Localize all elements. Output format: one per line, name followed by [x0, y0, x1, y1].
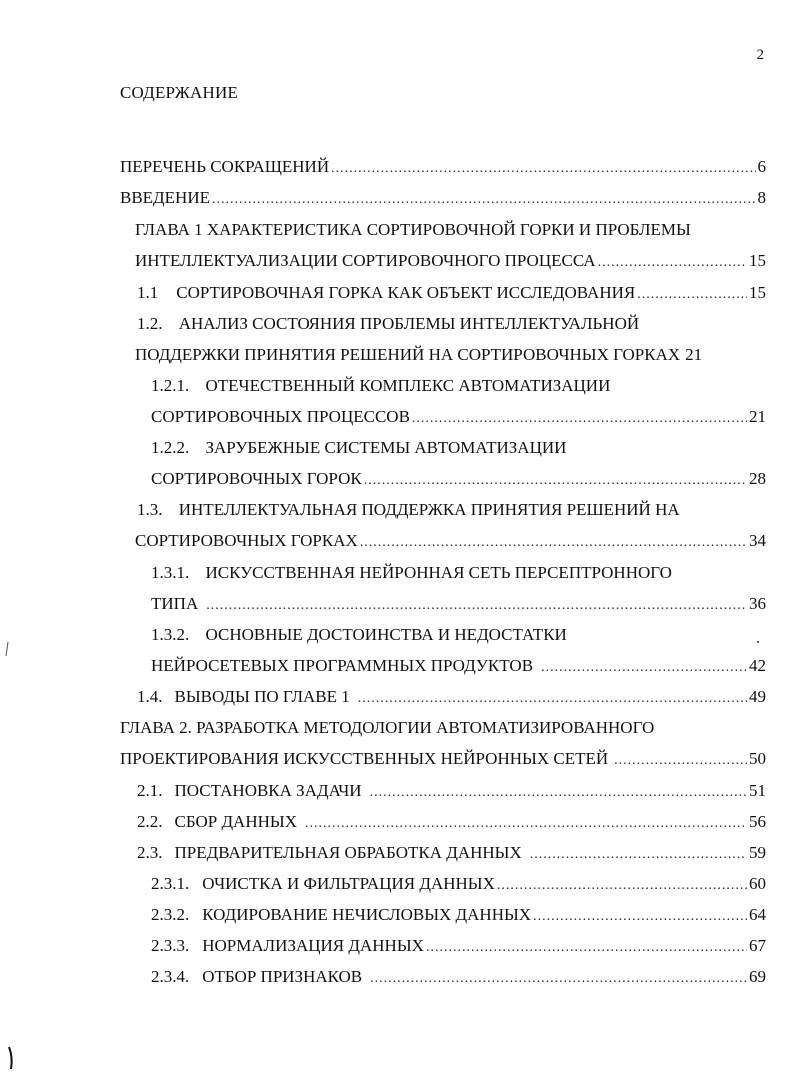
section-number: 1.3.: [137, 500, 163, 519]
toc-entry-1-2-1[interactable]: [151, 406, 766, 430]
toc-entry-1-4[interactable]: [137, 686, 766, 710]
scan-mark-bottom-left: [4, 1045, 16, 1071]
toc-entry-text: НОРМАЛИЗАЦИЯ ДАННЫХ: [202, 936, 424, 955]
section-number: 1.3.1.: [151, 563, 190, 582]
toc-entry-1-3-1-line1[interactable]: [151, 562, 672, 584]
toc-entry-text: ОТБОР ПРИЗНАКОВ: [202, 967, 363, 986]
section-number: 1.2.1.: [151, 376, 190, 395]
toc-entry-2-1[interactable]: [137, 780, 766, 804]
section-number: 1.4.: [137, 687, 163, 706]
section-number: 2.1.: [137, 781, 163, 800]
toc-entry-page: 56: [749, 812, 766, 831]
toc-entry-page: 67: [749, 936, 766, 955]
toc-entry-1-1[interactable]: [137, 282, 766, 306]
toc-entry-page: 49: [749, 687, 766, 706]
toc-entry-1-2-line1[interactable]: [137, 313, 639, 335]
section-number: 2.3.4.: [151, 967, 190, 986]
toc-entry-2-3-1[interactable]: [151, 873, 766, 897]
dot-leader: [497, 875, 747, 897]
dot-leader: [530, 844, 747, 866]
toc-entry-1-3[interactable]: [135, 530, 766, 554]
toc-entry-1-3-2-line1[interactable]: [151, 624, 567, 646]
toc-entry-page: 42: [749, 656, 766, 675]
toc-entry-2-2[interactable]: [137, 811, 766, 835]
toc-entry-text: ИСКУССТВЕННАЯ НЕЙРОННАЯ СЕТЬ ПЕРСЕПТРОННОГО: [205, 563, 672, 582]
toc-entry-text: КОДИРОВАНИЕ НЕЧИСЛОВЫХ ДАННЫХ: [202, 905, 532, 924]
toc-entry-text: НЕЙРОСЕТЕВЫХ ПРОГРАММНЫХ ПРОДУКТОВ: [151, 656, 534, 675]
dot-leader: [370, 782, 747, 804]
toc-entry-text: ИНТЕЛЛЕКТУАЛИЗАЦИИ СОРТИРОВОЧНОГО ПРОЦЕССА: [135, 251, 596, 270]
dot-leader: [533, 906, 747, 928]
toc-entry-text: ВВЕДЕНИЕ: [120, 188, 210, 207]
toc-entry-1-3-line1[interactable]: [137, 499, 680, 521]
section-number: 2.2.: [137, 812, 163, 831]
toc-entry-text: СОРТИРОВОЧНАЯ ГОРКА КАК ОБЪЕКТ ИССЛЕДОВАНИЯ: [176, 283, 636, 302]
toc-entry-1-2-1-line1[interactable]: [151, 375, 610, 397]
toc-entry-page: 60: [749, 874, 766, 893]
toc-entry-text: СБОР ДАННЫХ: [174, 812, 297, 831]
section-number: 1.3.2.: [151, 625, 190, 644]
toc-title: СОДЕРЖАНИЕ: [120, 83, 239, 102]
dot-leader: [305, 813, 747, 835]
toc-entry-page: 21: [685, 345, 703, 364]
toc-entry-text: ВЫВОДЫ ПО ГЛАВЕ 1: [174, 687, 350, 706]
toc-entry-text: ТИПА: [151, 594, 199, 613]
toc-entry-page: 6: [757, 157, 766, 176]
toc-entry-page: 15: [749, 251, 766, 270]
toc-entry-chapter1[interactable]: [135, 250, 766, 274]
dot-leader: [358, 688, 747, 710]
toc-entry-2-3-2[interactable]: [151, 904, 766, 928]
section-number: 2.3.3.: [151, 936, 190, 955]
section-number: 2.3.: [137, 843, 163, 862]
toc-entry-text: ПРОЕКТИРОВАНИЯ ИСКУССТВЕННЫХ НЕЙРОННЫХ СЕТЕЙ: [120, 749, 609, 768]
dot-leader: [364, 470, 747, 492]
dot-leader: [206, 595, 747, 617]
section-number: 1.2.2.: [151, 438, 190, 457]
dot-leader: [412, 408, 747, 430]
toc-entry-introduction[interactable]: [120, 187, 766, 211]
toc-entry-page: 8: [757, 188, 766, 207]
toc-entry-text: ОЧИСТКА И ФИЛЬТРАЦИЯ ДАННЫХ: [202, 874, 495, 893]
toc-entry-page: 50: [749, 749, 766, 768]
section-number: 2.3.2.: [151, 905, 190, 924]
dot-leader: [212, 189, 756, 211]
toc-entry-text: ПЕРЕЧЕНЬ СОКРАЩЕНИЙ: [120, 157, 330, 176]
toc-entry-text: ПОСТАНОВКА ЗАДАЧИ: [174, 781, 362, 800]
toc-entry-chapter1-line1[interactable]: ГЛАВА 1 ХАРАКТЕРИСТИКА СОРТИРОВОЧНОЙ ГОРКИ И ПРОБЛЕМЫ: [135, 220, 691, 239]
scan-dot: [756, 640, 760, 644]
toc-entry-page: 21: [749, 407, 766, 426]
toc-entry-page: 34: [749, 531, 766, 550]
toc-entry-1-2-2-line1[interactable]: [151, 437, 566, 459]
toc-entry-page: 64: [749, 905, 766, 924]
toc-entry-chapter2-line1[interactable]: ГЛАВА 2. РАЗРАБОТКА МЕТОДОЛОГИИ АВТОМАТИЗИРОВАННОГО: [120, 718, 655, 737]
toc-entry-text: СОРТИРОВОЧНЫХ ГОРКАХ: [135, 531, 358, 550]
dot-leader: [426, 937, 747, 959]
toc-entry-text: СОРТИРОВОЧНЫХ ГОРОК: [151, 469, 362, 488]
dot-leader: [637, 284, 747, 306]
toc-entry-page: 59: [749, 843, 766, 862]
dot-leader: [331, 158, 755, 180]
toc-entry-1-2-2[interactable]: [151, 468, 766, 492]
dot-leader: [614, 750, 747, 772]
toc-entry-page: 51: [749, 781, 766, 800]
toc-entry-text: СОРТИРОВОЧНЫХ ПРОЦЕССОВ: [151, 407, 410, 426]
scan-mark-left: [2, 640, 12, 660]
section-number: 1.2.: [137, 314, 163, 333]
dot-leader: [370, 968, 747, 990]
toc-entry-2-3[interactable]: [137, 842, 766, 866]
dot-leader: [360, 532, 747, 554]
toc-entry-text: ОТЕЧЕСТВЕННЫЙ КОМПЛЕКС АВТОМАТИЗАЦИИ: [205, 376, 611, 395]
toc-entry-2-3-4[interactable]: [151, 966, 766, 990]
toc-entry-text: ЗАРУБЕЖНЫЕ СИСТЕМЫ АВТОМАТИЗАЦИИ: [205, 438, 567, 457]
toc-entry-1-2[interactable]: [135, 344, 766, 366]
toc-entry-abbreviations[interactable]: [120, 156, 766, 180]
toc-entry-chapter2[interactable]: [120, 748, 766, 772]
dot-leader: [598, 252, 747, 274]
toc-entry-page: 36: [749, 594, 766, 613]
page-number: 2: [756, 47, 764, 63]
section-number: 2.3.1.: [151, 874, 190, 893]
toc-entry-page: 28: [749, 469, 766, 488]
toc-entry-text: АНАЛИЗ СОСТОЯНИЯ ПРОБЛЕМЫ ИНТЕЛЛЕКТУАЛЬНОЙ: [178, 314, 640, 333]
toc-entry-1-3-1[interactable]: [151, 593, 766, 617]
toc-entry-page: 15: [749, 283, 766, 302]
section-number: 1.1: [137, 283, 159, 302]
toc-entry-page: 69: [749, 967, 766, 986]
toc-entry-text: ПРЕДВАРИТЕЛЬНАЯ ОБРАБОТКА ДАННЫХ: [174, 843, 522, 862]
toc-entry-1-3-2[interactable]: [151, 655, 766, 679]
toc-entry-text: ПОДДЕРЖКИ ПРИНЯТИЯ РЕШЕНИЙ НА СОРТИРОВОЧНЫХ ГОРКАХ: [135, 345, 681, 364]
toc-entry-2-3-3[interactable]: [151, 935, 766, 959]
toc-entry-text: ОСНОВНЫЕ ДОСТОИНСТВА И НЕДОСТАТКИ: [205, 625, 567, 644]
toc-entry-text: ИНТЕЛЛЕКТУАЛЬНАЯ ПОДДЕРЖКА ПРИНЯТИЯ РЕШЕНИЙ НА: [178, 500, 680, 519]
dot-leader: [541, 657, 747, 679]
